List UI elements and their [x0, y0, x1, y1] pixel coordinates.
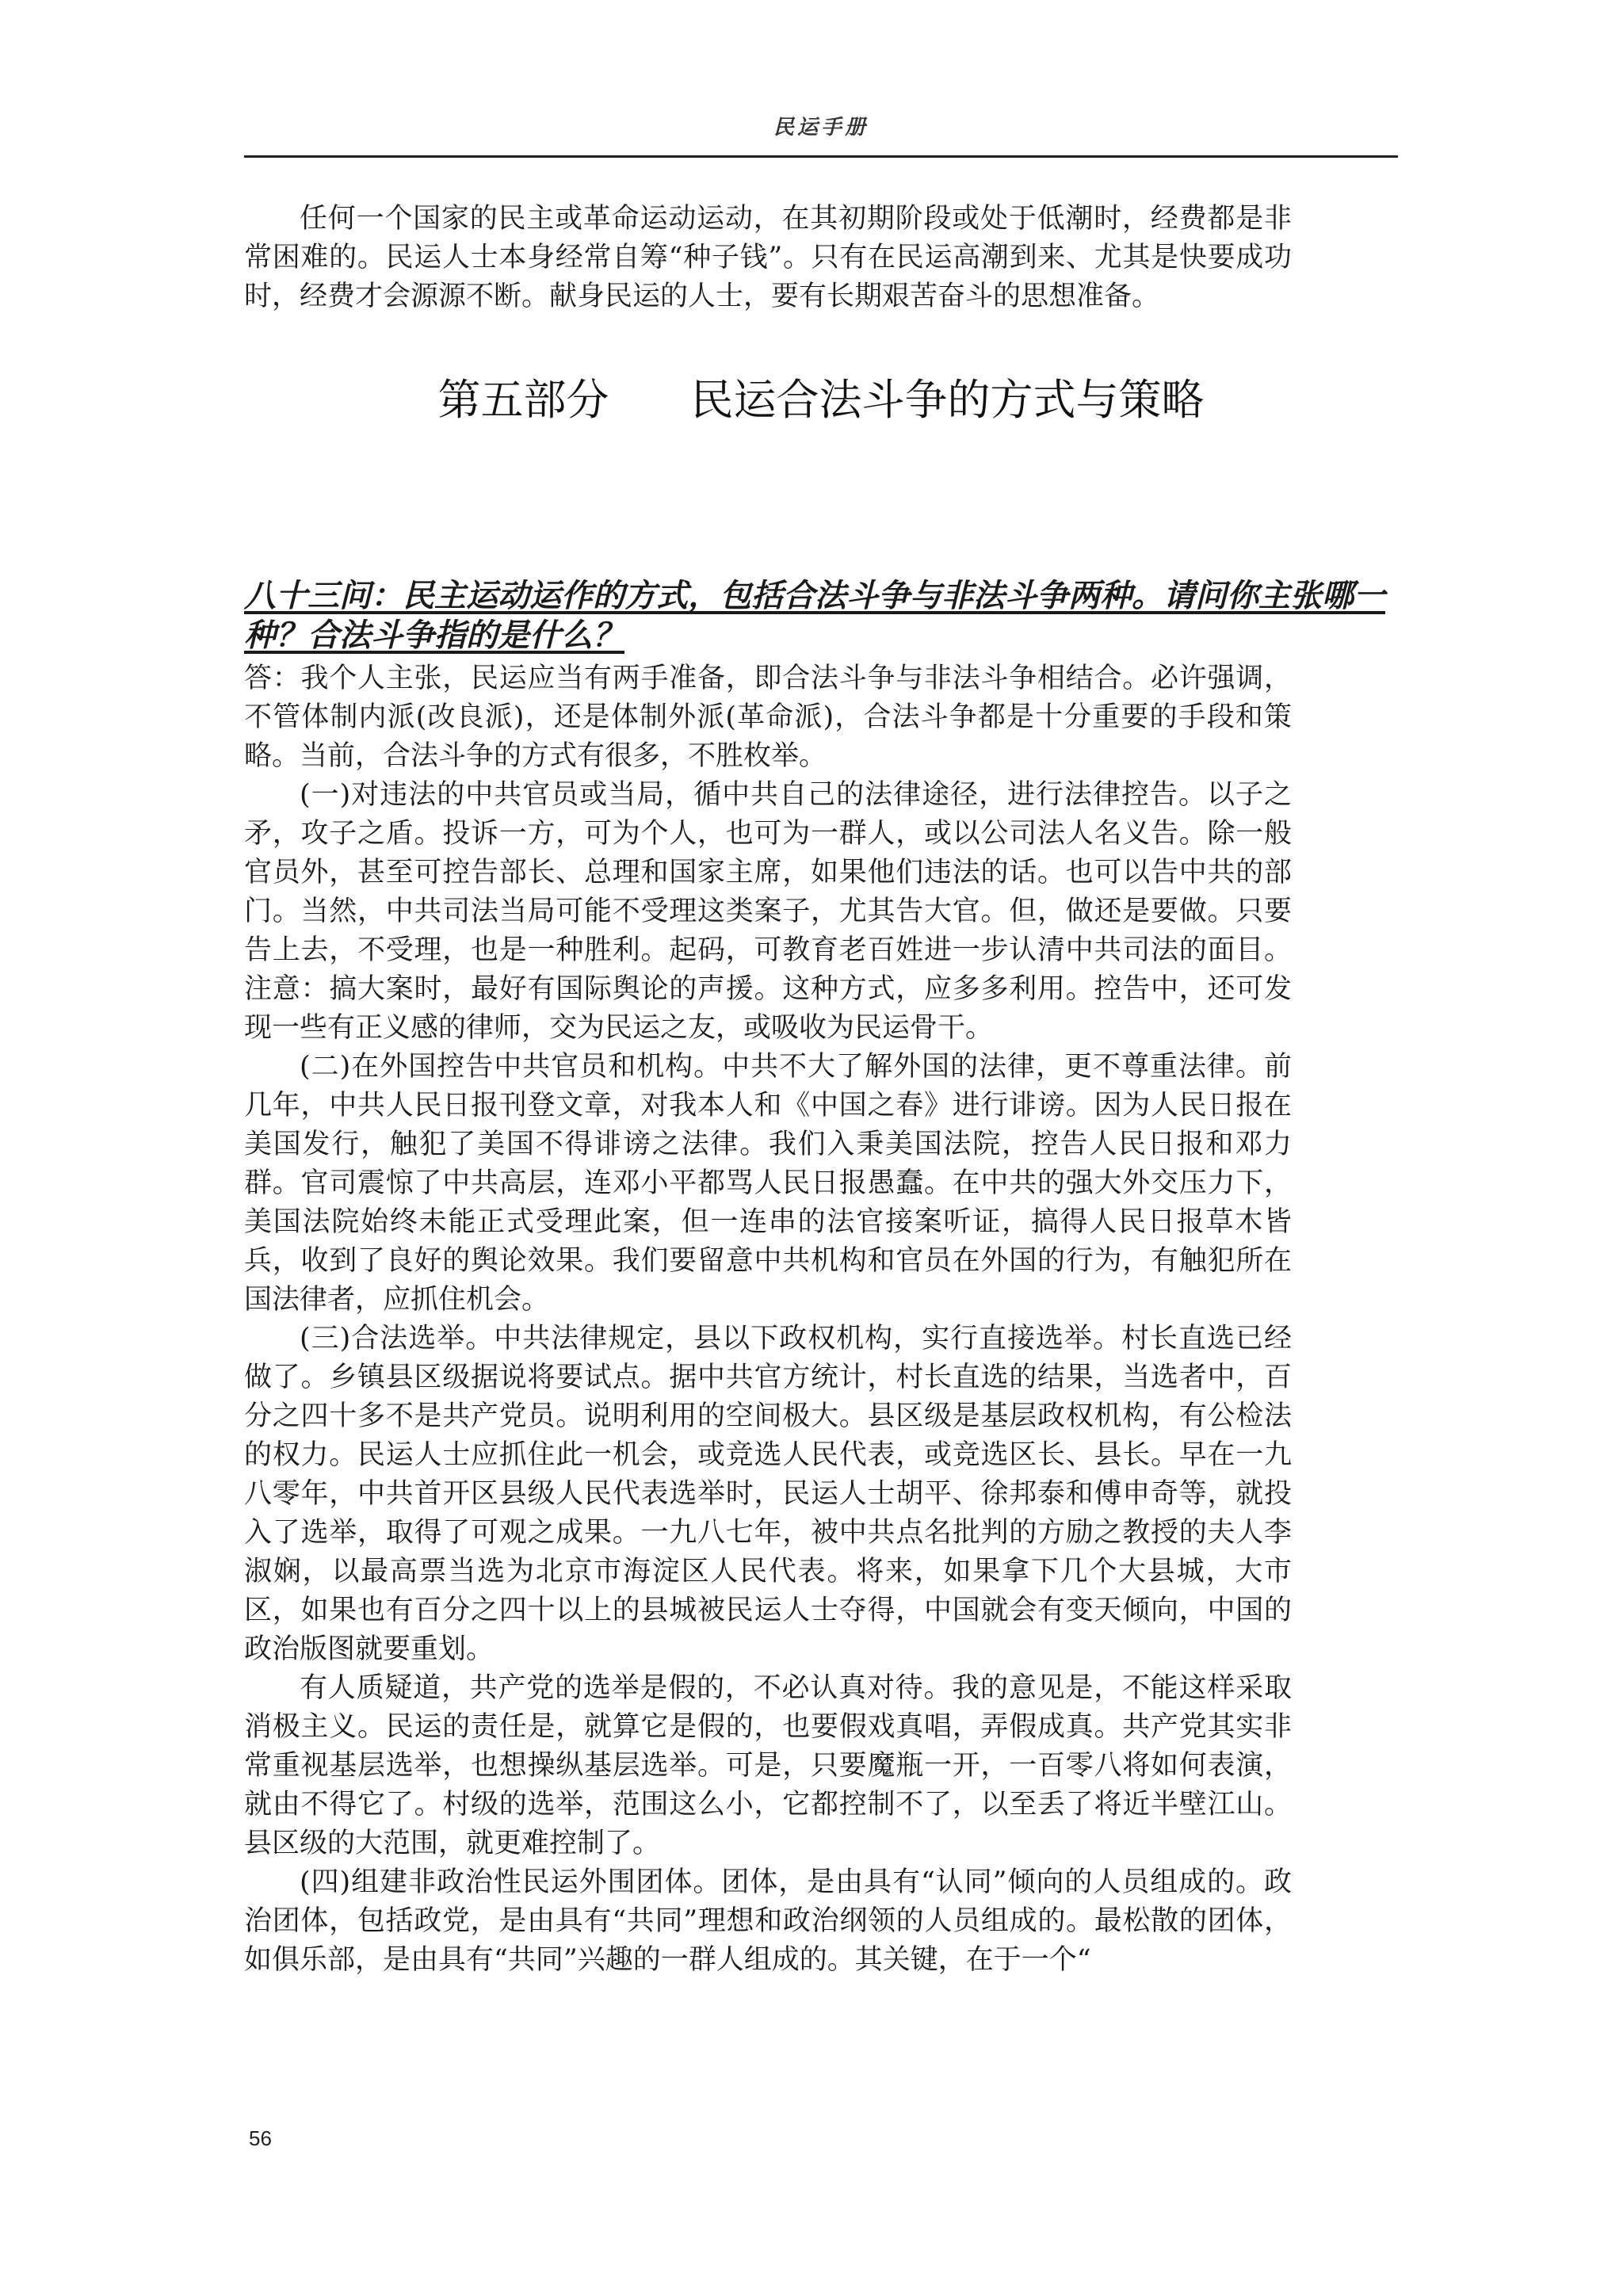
answer-paragraph: 答：我个人主张，民运应当有两手准备，即合法斗争与非法斗争相结合。必许强调，不管体制内派(改良派)，还是体制外派(革命派)，合法斗争都是十分重要的手段和策略。当前，合法斗争的方式有很多，不胜枚举。 — [244, 663, 1292, 772]
intro-section — [244, 200, 1292, 316]
section-title: 第五部分 民运合法斗争的方式与策略 — [437, 375, 1205, 425]
answer-paragraph: (四)组建非政治性民运外围团体。团体，是由具有“认同”倾向的人员组成的。政治团体，包括政党，是由具有“共同”理想和政治纲领的人员组成的。最松散的团体，如俱乐部，是由具有“共同”兴趣的一群人组成的。其关键，在于一个“ — [244, 1866, 1292, 1976]
header-rule — [244, 155, 1398, 158]
answer-paragraph: (二)在外国控告中共官员和机构。中共不大了解外国的法律，更不尊重法律。前几年，中共人民日报刊登文章，对我本人和《中国之春》进行诽谤。因为人民日报在美国发行，触犯了美国不得诽谤之法律。我们入秉美国法院，控告人民日报和邓力群。官司震惊了中共高层，连邓小平都骂人民日报愚蠢。在中共的强大外交压力下，美国法院始终未能正式受理此案，但一连串的法官接案听证，搞得人民日报草木皆兵，收到了良好的舆论效果。我们要留意中共机构和官员在外国的行为，有触犯所在国法律者，应抓住机会。 — [244, 1051, 1292, 1316]
answer-paragraph: (一)对违法的中共官员或当局，循中共自己的法律途径，进行法律控告。以子之矛，攻子之盾。投诉一方，可为个人，也可为一群人，或以公司法人名义告。除一般官员外，甚至可控告部长、总理和国家主席，如果他们违法的话。也可以告中共的部门。当然，中共司法当局可能不受理这类案子，尤其告大官。但，做还是要做。只要告上去，不受理，也是一种胜利。起码，可教育老百姓进一步认清中共司法的面目。注意：搞大案时，最好有国际舆论的声援。这种方式，应多多利用。控告中，还可发现一些有正义感的律师，交为民运之友，或吸收为民运骨干。 — [244, 779, 1292, 1044]
intro-paragraph: 任何一个国家的民主或革命运动运动，在其初期阶段或处于低潮时，经费都是非常困难的。民运人士本身经常自筹“种子钱”。只有在民运高潮到来、尤其是快要成功时，经费才会源源不断。献身民运的人士，要有长期艰苦奋斗的思想准备。 — [244, 203, 1292, 312]
question-heading: 八十三问：民主运动运作的方式，包括合法斗争与非法斗争两种。请问你主张哪一种？合法斗争指的是什么？ — [244, 577, 1385, 654]
answer-paragraph: (三)合法选举。中共法律规定，县以下政权机构，实行直接选举。村长直选已经做了。乡镇县区级据说将要试点。据中共官方统计，村长直选的结果，当选者中，百分之四十多不是共产党员。说明利用的空间极大。县区级是基层政权机构，有公检法的权力。民运人士应抓住此一机会，或竞选人民代表，或竞选区长、县长。早在一九八零年，中共首开区县级人民代表选举时，民运人士胡平、徐邦泰和傅申奇等，就投入了选举，取得了可观之成果。一九八七年，被中共点名批判的方励之教授的夫人李淑娴，以最高票当选为北京市海淀区人民代表。将来，如果拿下几个大县城，大市区，如果也有百分之四十以上的县城被民运人士夺得，中国就会有变天倾向，中国的政治版图就要重划。 — [244, 1323, 1292, 1665]
answer-section — [244, 659, 1292, 1980]
page-number: 56 — [249, 2126, 272, 2150]
answer-paragraph: 有人质疑道，共产党的选举是假的，不必认真对待。我的意见是，不能这样采取消极主义。民运的责任是，就算它是假的，也要假戏真唱，弄假成真。共产党其实非常重视基层选举，也想操纵基层选举。可是，只要魔瓶一开，一百零八将如何表演，就由不得它了。村级的选举，范围这么小，它都控制不了，以至丢了将近半壁江山。县区级的大范围，就更难控制了。 — [244, 1672, 1292, 1859]
running-header: 民运手册 — [773, 116, 869, 139]
